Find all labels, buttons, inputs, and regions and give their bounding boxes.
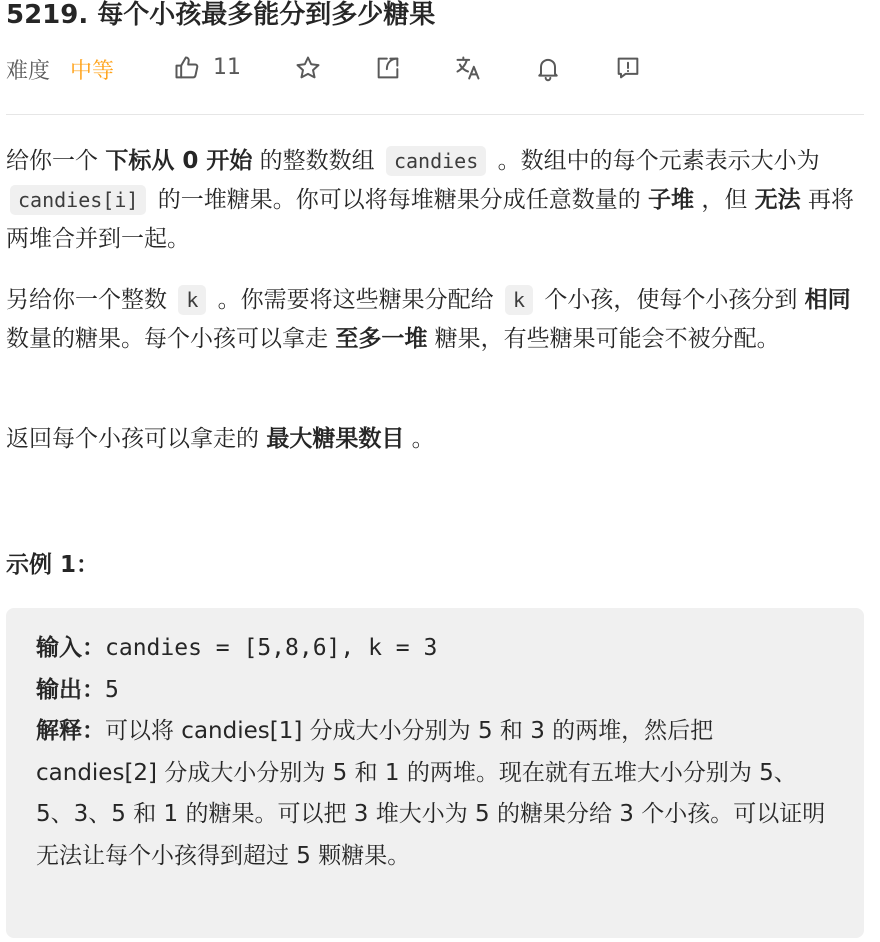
example-output [36,670,826,712]
explanation-text: 可以将 candies[1] 分成大小分别为 5 和 3 的两堆，然后把 candies[2] 分成大小分别为 5 和 1 的两堆。现在就有五堆大小分别为 5、5、3、5 和 1 的糖果。可以把 3 堆大小为 5 的糖果分给 3 个小孩。可以证明无法让每个小孩得到超过 5 颗糖果。 [36,718,826,869]
star-icon[interactable] [294,54,322,82]
header-divider [6,114,864,115]
text: 。你需要将这些糖果分配给 [210,287,501,313]
description-paragraph-3 [6,420,864,459]
like-count: 11 [213,55,241,80]
example-content [36,628,826,877]
text: 再将两堆合并到一起。 [6,187,854,252]
text: 的一堆糖果。你可以将每堆糖果分成任意数量的 [150,187,649,213]
share-icon[interactable] [374,54,402,82]
problem-title: 5219. 每个小孩最多能分到多少糖果 [6,0,436,30]
input-value: candies = [5,8,6], k = 3 [105,635,438,661]
text: 返回每个小孩可以拿走的 [6,426,267,452]
inline-code: candies[i] [10,185,146,215]
inline-code: k [178,285,206,315]
example-input [36,628,826,670]
bold-text: 至多一堆 [335,326,428,352]
text: 给你一个 [6,148,106,174]
text: 的整数数组 [252,148,382,174]
description-paragraph-1 [6,142,864,259]
bold-text: 相同 [804,287,851,313]
inline-code: k [505,285,533,315]
translate-icon[interactable] [454,54,482,82]
text: 数量的糖果。每个小孩可以拿走 [6,326,336,352]
text: 糖果，有些糖果可能会不被分配。 [427,326,780,352]
bold-text: 无法 [754,187,801,213]
bell-icon[interactable] [534,54,562,82]
bold-text: 子堆 [648,187,695,213]
problem-meta [6,52,114,86]
example-title: 示例 1： [6,552,100,578]
text: ，但 [694,187,755,213]
example-block [6,608,864,938]
difficulty-label: 难度 [6,58,51,84]
example-explanation [36,711,826,877]
bold-text: 下标从 0 开始 [105,148,253,174]
text: 另给你一个整数 [6,287,175,313]
text: 。数组中的每个元素表示大小为 [490,148,820,174]
output-value: 5 [105,676,119,703]
explanation-label: 解释： [36,718,105,744]
text: 个小孩，使每个小孩分到 [537,287,805,313]
input-label: 输入： [36,635,105,661]
output-label: 输出： [36,676,105,703]
bold-text: 最大糖果数目 [266,426,405,452]
thumbs-up-icon[interactable] [173,54,201,82]
difficulty-badge: 中等 [70,58,115,84]
description-paragraph-2 [6,281,864,359]
feedback-icon[interactable] [614,54,642,82]
text: 。 [404,426,435,452]
inline-code: candies [386,146,486,176]
